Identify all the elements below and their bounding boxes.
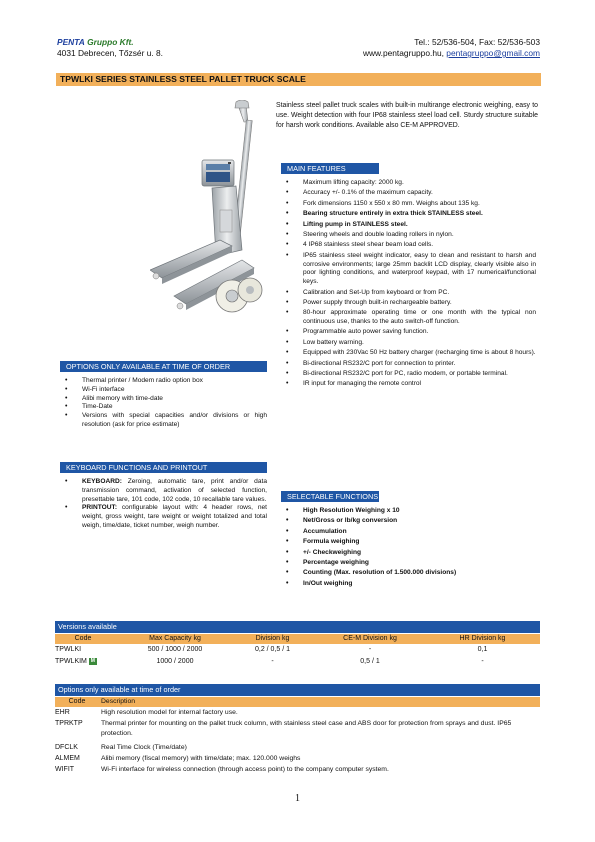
list-item: • Steering wheels and double loading rollers in nylon.: [281, 231, 536, 240]
phone-fax: Tel.: 52/536-504, Fax: 52/536-503: [414, 37, 540, 47]
list-item: • 80-hour approximate operating time or one month with the typical non continuous use, thanks to the auto switch-off function.: [281, 309, 536, 327]
list-item: • Wi-Fi interface: [60, 386, 267, 395]
company-address: 4031 Debrecen, Tőzsér u. 8.: [57, 48, 163, 58]
list-item: • +/- Checkweighing: [281, 549, 536, 558]
list-item: • Formula weighing: [281, 538, 536, 547]
table-row: DFCLK Real Time Clock (Time/date): [55, 744, 187, 751]
intro-paragraph: Stainless steel pallet truck scales with built-in multirange electronic weighing, easy to use. Weight detection with four IP68 stainless steel load cell. Sturdy structure suitable for harsh work conditions. Available also CE-M APPROVED.: [276, 102, 538, 129]
table-row: WIFIT Wi-Fi interface for wireless connection (through access point) to the company computer system.: [55, 766, 389, 773]
list-item: • IP65 stainless steel weight indicator, easy to clean and resistant to harsh and corrosive environments; large 25mm backlit LCD display, clearly visible also in poor lighting conditions, and waterproof keypad, with 17 numerical/functional keys.: [281, 252, 536, 287]
table-row: EHR High resolution model for internal factory use.: [55, 709, 238, 716]
column-header: Max Capacity kg: [149, 635, 201, 642]
list-item: • In/Out weighing: [281, 580, 536, 589]
company-header: [57, 37, 163, 59]
page-number: 1: [295, 793, 300, 804]
web-email: www.pentagruppo.hu, pentagruppo@gmail.com: [362, 48, 540, 58]
list-item: • Thermal printer / Modem radio option box: [60, 377, 267, 386]
main-features-list: [281, 179, 536, 391]
list-item: • Bi-directional RS232/C port for PC, radio modem, or portable terminal.: [281, 370, 536, 379]
versions-table-title: Versions available: [55, 621, 540, 633]
list-item: • IR input for managing the remote control: [281, 380, 536, 389]
list-item: • Bi-directional RS232/C port for connection to printer.: [281, 360, 536, 369]
list-item: • Maximum lifting capacity: 2000 kg.: [281, 179, 536, 188]
list-item: • Calibration and Set-Up from keyboard or from PC.: [281, 289, 536, 298]
list-item: • Equipped with 230Vac 50 Hz battery charger (recharging time is about 8 hours).: [281, 349, 536, 358]
list-item: • High Resolution Weighing x 10: [281, 507, 536, 516]
table-row: TPRKTP Thermal printer for mounting on the pallet truck column, with stainless steel case and ABS door for protection from sprays and dust. IP65 protection.: [55, 720, 512, 737]
list-item: • Power supply through built-in rechargeable battery.: [281, 299, 536, 308]
list-item: • PRINTOUT: configurable layout with: 4 header rows, net weight, gross weight, tare weight or weight totalized and total weigh, time/date, ticket number, weigh number.: [60, 504, 267, 530]
keyboard-list: [60, 478, 267, 531]
list-item: • Versions with special capacities and/or divisions or high resolution (ask for price estimate): [60, 412, 267, 430]
list-item: • Time-Date: [60, 403, 267, 412]
list-item: • Percentage weighing: [281, 559, 536, 568]
list-item: • Low battery warning.: [281, 339, 536, 348]
column-header: Code: [74, 635, 92, 642]
list-item: • Alibi memory with time-date: [60, 395, 267, 404]
column-header: Description: [101, 698, 135, 705]
document-title: TPWLKI SERIES STAINLESS STEEL PALLET TRUCK SCALE: [56, 73, 541, 86]
main-features-heading: MAIN FEATURES: [281, 163, 379, 174]
table-row: TPWLKI 500 / 1000 / 2000 0,2 / 0,5 / 1 - 0,1: [55, 646, 488, 653]
options-heading: OPTIONS ONLY AVAILABLE AT TIME OF ORDER: [60, 361, 267, 372]
options-list: [60, 377, 267, 430]
list-item: • Counting (Max. resolution of 1.500.000 divisions): [281, 569, 536, 578]
list-item: • Accumulation: [281, 528, 536, 537]
pallet-truck-image: [150, 100, 275, 330]
order-options-title: Options only available at time of order: [55, 684, 540, 696]
list-item: • KEYBOARD: Zeroing, automatic tare, print and/or data transmission command, activation of selected function, presettable tare, 101 code, 102 code, 10 recallable tare values.: [60, 478, 267, 504]
table-row: TPWLKIM M 1000 / 2000 - 0,5 / 1 -: [55, 657, 484, 665]
versions-table-header: [55, 634, 540, 644]
column-header: Division kg: [255, 635, 290, 642]
list-item: • Fork dimensions 1150 x 550 x 80 mm. Weighs about 135 kg.: [281, 200, 536, 209]
column-header: Code: [68, 698, 86, 705]
ce-m-mark-icon: M: [90, 657, 95, 664]
list-item: • Programmable auto power saving function.: [281, 328, 536, 337]
list-item: • Accuracy +/- 0.1% of the maximum capacity.: [281, 189, 536, 198]
selectable-list: [281, 507, 536, 590]
email-link[interactable]: pentagruppo@gmail.com: [446, 48, 540, 58]
contact-header: [363, 37, 540, 59]
list-item: • Net/Gross or lb/kg conversion: [281, 517, 536, 526]
list-item: • Lifting pump in STAINLESS steel.: [281, 221, 536, 230]
selectable-heading: SELECTABLE FUNCTIONS: [281, 491, 379, 502]
list-item: • 4 IP68 stainless steel shear beam load cells.: [281, 241, 536, 250]
table-row: ALMEM Alibi memory (fiscal memory) with time/date; max. 120.000 weighs: [55, 755, 301, 762]
keyboard-heading: KEYBOARD FUNCTIONS AND PRINTOUT: [60, 462, 267, 473]
list-item: • Bearing structure entirely in extra thick STAINLESS steel.: [281, 210, 536, 219]
column-header: CE-M Division kg: [343, 635, 397, 642]
company-name: PENTA Gruppo Kft.: [57, 37, 134, 47]
column-header: HR Division kg: [459, 635, 506, 642]
order-options-header: [55, 697, 540, 707]
